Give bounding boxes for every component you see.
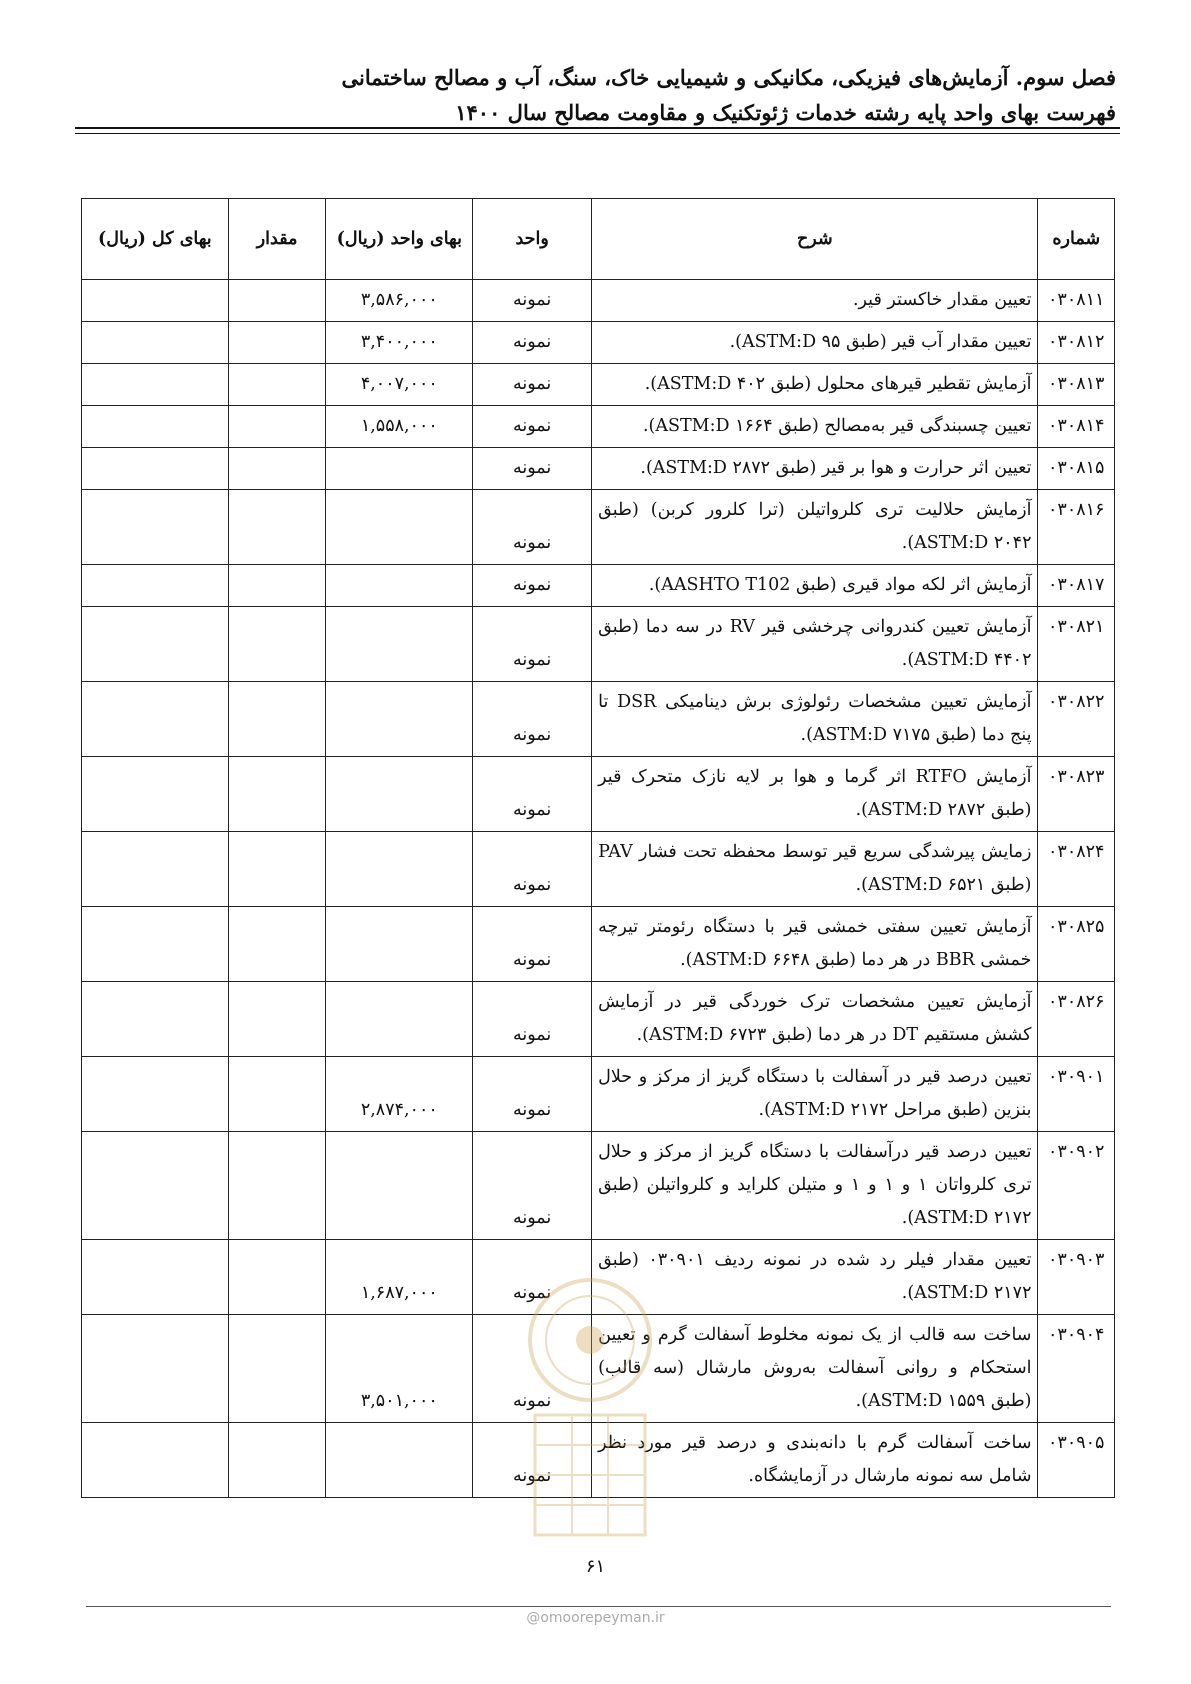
table-row [82, 982, 1115, 1057]
header-total-price: بهای کل (ریال) [82, 199, 229, 280]
row-unit: نمونه [473, 1132, 592, 1240]
row-description: تعیین مقدار خاکستر قیر. [592, 280, 1038, 322]
row-quantity [228, 565, 326, 607]
row-quantity [228, 907, 326, 982]
row-unit-price [326, 982, 473, 1057]
table-row [82, 832, 1115, 907]
row-code: ۰۳۰۸۲۱ [1038, 607, 1115, 682]
header-unit: واحد [473, 199, 592, 280]
table-row [82, 1423, 1115, 1498]
chapter-title: فصل سوم. آزمایش‌های فیزیکی، مکانیکی و شیمیایی خاک، سنگ، آب و مصالح ساختمانی [341, 65, 1116, 90]
row-unit: نمونه [473, 490, 592, 565]
row-unit-price [326, 832, 473, 907]
row-quantity [228, 280, 326, 322]
header-quantity: مقدار [228, 199, 326, 280]
watermark-site-text: @omoorepeyman.ir [526, 1610, 665, 1626]
header-unit-price: بهای واحد (ریال) [326, 199, 473, 280]
page-number: ۶۱ [585, 1556, 606, 1577]
row-quantity [228, 832, 326, 907]
row-code: ۰۳۰۸۲۴ [1038, 832, 1115, 907]
row-quantity [228, 406, 326, 448]
table-row [82, 1057, 1115, 1132]
row-unit-price: ۳,۵۸۶,۰۰۰ [326, 280, 473, 322]
table-row [82, 1315, 1115, 1423]
row-description: تعیین چسبندگی قیر به‌مصالح (طبق ASTM:D ۱۶۶۴). [592, 406, 1038, 448]
row-description: آزمایش حلالیت تری کلرواتیلن (ترا کلرور کربن) (طبق ASTM:D ۲۰۴۲). [592, 490, 1038, 565]
row-total-price [82, 1240, 229, 1315]
row-code: ۰۳۰۹۰۴ [1038, 1315, 1115, 1423]
table-row [82, 490, 1115, 565]
row-unit-price: ۱,۵۵۸,۰۰۰ [326, 406, 473, 448]
row-description: تعیین درصد قیر در آسفالت با دستگاه گریز از مرکز و حلال بنزین (طبق مراحل ASTM:D ۲۱۷۲). [592, 1057, 1038, 1132]
row-total-price [82, 1315, 229, 1423]
table-row [82, 1132, 1115, 1240]
row-unit: نمونه [473, 682, 592, 757]
row-total-price [82, 907, 229, 982]
row-quantity [228, 1132, 326, 1240]
table-row [82, 757, 1115, 832]
row-quantity [228, 1240, 326, 1315]
row-quantity [228, 757, 326, 832]
row-total-price [82, 682, 229, 757]
row-unit-price [326, 448, 473, 490]
row-unit-price [326, 607, 473, 682]
row-description: تعیین اثر حرارت و هوا بر قیر (طبق ASTM:D ۲۸۷۲). [592, 448, 1038, 490]
table-row [82, 565, 1115, 607]
row-unit-price: ۳,۵۰۱,۰۰۰ [326, 1315, 473, 1423]
row-unit: نمونه [473, 280, 592, 322]
row-unit: نمونه [473, 1315, 592, 1423]
row-code: ۰۳۰۸۱۳ [1038, 364, 1115, 406]
row-code: ۰۳۰۸۲۳ [1038, 757, 1115, 832]
row-description: ساخت آسفالت گرم با دانه‌بندی و درصد قیر مورد نظر شامل سه نمونه مارشال در آزمایشگاه. [592, 1423, 1038, 1498]
row-total-price [82, 565, 229, 607]
table-row [82, 607, 1115, 682]
row-description: آزمایش RTFO اثر گرما و هوا بر لایه نازک متحرک قیر (طبق ASTM:D ۲۸۷۲). [592, 757, 1038, 832]
table-row [82, 1240, 1115, 1315]
row-description: آزمایش تقطیر قیرهای محلول (طبق ASTM:D ۴۰۲). [592, 364, 1038, 406]
table-row [82, 448, 1115, 490]
row-description: تعیین مقدار آب قیر (طبق ASTM:D ۹۵). [592, 322, 1038, 364]
row-unit-price: ۳,۴۰۰,۰۰۰ [326, 322, 473, 364]
row-unit: نمونه [473, 757, 592, 832]
row-quantity [228, 364, 326, 406]
row-unit: نمونه [473, 982, 592, 1057]
table-body [82, 280, 1115, 1498]
row-unit-price [326, 1423, 473, 1498]
row-quantity [228, 1315, 326, 1423]
row-description: تعیین درصد قیر درآسفالت با دستگاه گریز از مرکز و حلال تری کلرواتان ۱ و ۱ و ۱ و متیلن کلراید و کلرواتیلن (طبق ASTM:D ۲۱۷۲). [592, 1132, 1038, 1240]
row-total-price [82, 982, 229, 1057]
row-total-price [82, 757, 229, 832]
row-code: ۰۳۰۸۱۲ [1038, 322, 1115, 364]
row-description: زمایش پیرشدگی سریع قیر توسط محفظه تحت فشار PAV (طبق ASTM:D ۶۵۲۱). [592, 832, 1038, 907]
price-list-title: فهرست بهای واحد پایه رشته خدمات ژئوتکنیک و مقاومت مصالح سال ۱۴۰۰ [455, 100, 1116, 125]
table-row [82, 682, 1115, 757]
row-unit: نمونه [473, 907, 592, 982]
header-rule-thin [75, 133, 1120, 134]
row-quantity [228, 490, 326, 565]
header-description: شرح [592, 199, 1038, 280]
row-unit: نمونه [473, 1240, 592, 1315]
header-code: شماره [1038, 199, 1115, 280]
row-unit-price: ۱,۶۸۷,۰۰۰ [326, 1240, 473, 1315]
row-code: ۰۳۰۸۱۱ [1038, 280, 1115, 322]
row-unit: نمونه [473, 832, 592, 907]
row-unit-price [326, 565, 473, 607]
row-unit: نمونه [473, 1057, 592, 1132]
row-total-price [82, 490, 229, 565]
row-code: ۰۳۰۸۱۷ [1038, 565, 1115, 607]
row-unit-price [326, 682, 473, 757]
row-unit: نمونه [473, 322, 592, 364]
table-row [82, 280, 1115, 322]
row-quantity [228, 607, 326, 682]
row-unit: نمونه [473, 448, 592, 490]
table-row [82, 364, 1115, 406]
row-description: ساخت سه قالب از یک نمونه مخلوط آسفالت گرم و تعیین استحکام و روانی آسفالت به‌روش مارشال (سه قالب) (طبق ASTM:D ۱۵۵۹). [592, 1315, 1038, 1423]
table-row [82, 406, 1115, 448]
row-unit-price [326, 757, 473, 832]
row-code: ۰۳۰۹۰۳ [1038, 1240, 1115, 1315]
row-total-price [82, 406, 229, 448]
footer-rule [86, 1606, 1111, 1607]
row-quantity [228, 682, 326, 757]
row-quantity [228, 448, 326, 490]
row-unit: نمونه [473, 1423, 592, 1498]
row-unit: نمونه [473, 364, 592, 406]
row-unit-price [326, 1132, 473, 1240]
row-code: ۰۳۰۸۲۲ [1038, 682, 1115, 757]
row-description: آزمایش تعیین کندروانی چرخشی قیر RV در سه دما (طبق ASTM:D ۴۴۰۲). [592, 607, 1038, 682]
page-header [71, 60, 1116, 130]
row-total-price [82, 364, 229, 406]
row-total-price [82, 280, 229, 322]
row-quantity [228, 322, 326, 364]
row-total-price [82, 1423, 229, 1498]
row-code: ۰۳۰۹۰۱ [1038, 1057, 1115, 1132]
row-total-price [82, 832, 229, 907]
row-description: آزمایش تعیین مشخصات رئولوژی برش دینامیکی DSR تا پنج دما (طبق ASTM:D ۷۱۷۵). [592, 682, 1038, 757]
row-quantity [228, 982, 326, 1057]
row-unit: نمونه [473, 607, 592, 682]
header-rule-thick [75, 127, 1120, 129]
row-code: ۰۳۰۸۱۶ [1038, 490, 1115, 565]
table-row [82, 322, 1115, 364]
row-unit-price: ۲,۸۷۴,۰۰۰ [326, 1057, 473, 1132]
row-total-price [82, 322, 229, 364]
row-code: ۰۳۰۸۱۴ [1038, 406, 1115, 448]
row-total-price [82, 1132, 229, 1240]
row-total-price [82, 1057, 229, 1132]
price-table [81, 198, 1115, 1498]
row-code: ۰۳۰۹۰۲ [1038, 1132, 1115, 1240]
row-unit-price [326, 907, 473, 982]
table-row [82, 907, 1115, 982]
row-code: ۰۳۰۸۲۶ [1038, 982, 1115, 1057]
row-unit-price: ۴,۰۰۷,۰۰۰ [326, 364, 473, 406]
row-unit-price [326, 490, 473, 565]
row-total-price [82, 607, 229, 682]
row-code: ۰۳۰۹۰۵ [1038, 1423, 1115, 1498]
row-unit: نمونه [473, 406, 592, 448]
row-description: تعیین مقدار فیلر رد شده در نمونه ردیف ۰۳۰۹۰۱ (طبق ASTM:D ۲۱۷۲). [592, 1240, 1038, 1315]
row-description: آزمایش اثر لکه مواد قیری (طبق AASHTO T102). [592, 565, 1038, 607]
row-description: آزمایش تعیین سفتی خمشی قیر با دستگاه رئومتر تیرچه خمشی BBR در هر دما (طبق ASTM:D ۶۶۴۸). [592, 907, 1038, 982]
row-description: آزمایش تعیین مشخصات ترک خوردگی قیر در آزمایش کشش مستقیم DT در هر دما (طبق ASTM:D ۶۷۲۳). [592, 982, 1038, 1057]
row-code: ۰۳۰۸۲۵ [1038, 907, 1115, 982]
row-unit: نمونه [473, 565, 592, 607]
row-code: ۰۳۰۸۱۵ [1038, 448, 1115, 490]
row-quantity [228, 1057, 326, 1132]
row-total-price [82, 448, 229, 490]
table-header-row [82, 199, 1115, 280]
row-quantity [228, 1423, 326, 1498]
